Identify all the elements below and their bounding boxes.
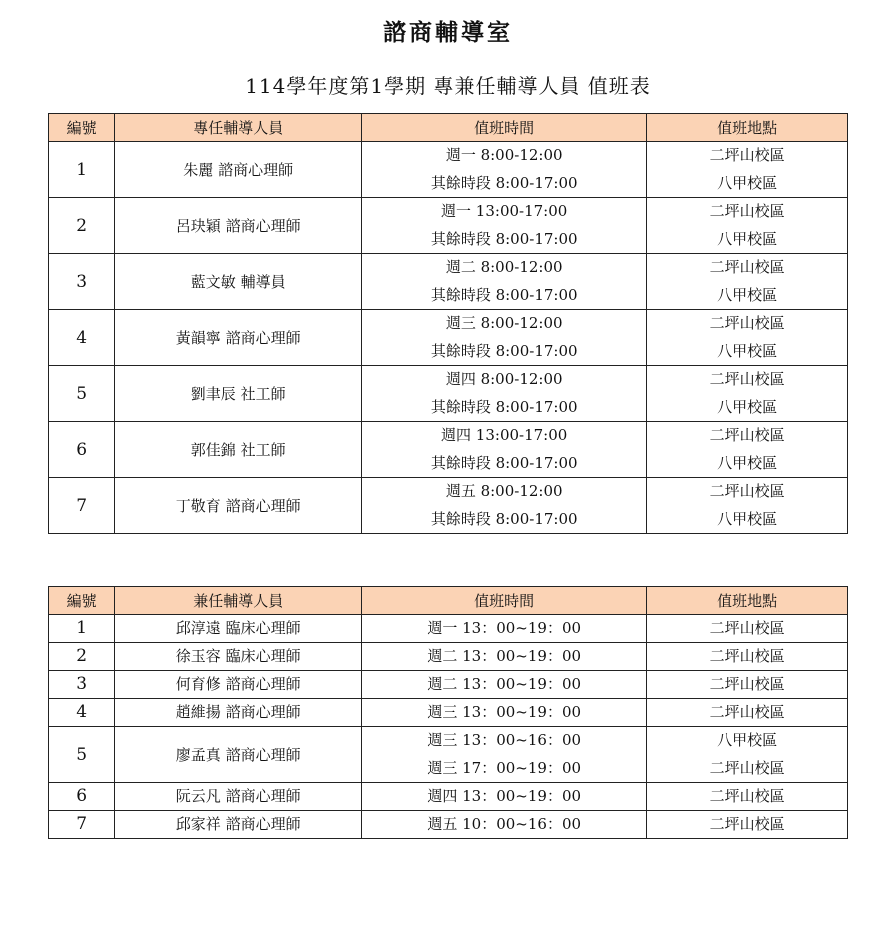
- duty-time-line: 週五 8:00-12:00: [445, 482, 563, 500]
- staff-name: 徐玉容 臨床心理師: [115, 643, 362, 671]
- duty-location-line: 二坪山校區: [709, 314, 785, 332]
- header-number: 編號: [49, 587, 115, 615]
- duty-location-line: 二坪山校區: [709, 146, 785, 164]
- staff-name: 阮云凡 諮商心理師: [115, 783, 362, 811]
- row-number: 4: [49, 310, 115, 366]
- staff-name: 丁敬育 諮商心理師: [115, 478, 362, 534]
- staff-name: 邱家祥 諮商心理師: [115, 811, 362, 839]
- table-row: [49, 615, 848, 643]
- table-row: [49, 727, 848, 783]
- duty-location: [647, 422, 848, 478]
- duty-time-line: 週二 8:00-12:00: [445, 258, 563, 276]
- duty-location: 二坪山校區: [647, 615, 848, 643]
- duty-location-line: 二坪山校區: [709, 758, 785, 777]
- staff-name: 劉聿辰 社工師: [115, 366, 362, 422]
- duty-location: 二坪山校區: [647, 811, 848, 839]
- staff-name: 廖孟真 諮商心理師: [115, 727, 362, 783]
- duty-location: [647, 366, 848, 422]
- duty-time: 週四 13：00~19：00: [362, 783, 647, 811]
- duty-time: 週二 13：00~19：00: [362, 671, 647, 699]
- full-time-counselor-table: [48, 113, 848, 534]
- duty-time: [362, 310, 647, 366]
- header-duty-location: 值班地點: [647, 114, 848, 142]
- duty-location: 二坪山校區: [647, 783, 848, 811]
- duty-time-line: 其餘時段 8:00-17:00: [430, 285, 578, 304]
- duty-location-line: 八甲校區: [717, 341, 778, 360]
- table-row: [49, 699, 848, 727]
- schedule-subtitle: 114學年度第1學期 專兼任輔導人員 值班表: [245, 74, 651, 98]
- duty-location-line: 八甲校區: [717, 453, 778, 472]
- staff-name: 何育修 諮商心理師: [115, 671, 362, 699]
- duty-time-line: 週三 8:00-12:00: [445, 314, 563, 332]
- duty-time-line: 週三 17：00~19：00: [427, 758, 582, 777]
- staff-name: 趙維揚 諮商心理師: [115, 699, 362, 727]
- duty-time-line: 其餘時段 8:00-17:00: [430, 509, 578, 528]
- staff-name: 藍文敏 輔導員: [115, 254, 362, 310]
- duty-time-line: 週四 13:00-17:00: [441, 426, 568, 444]
- duty-location-line: 八甲校區: [717, 509, 778, 528]
- header-number: 編號: [49, 114, 115, 142]
- row-number: 1: [49, 615, 115, 643]
- duty-time-line: 其餘時段 8:00-17:00: [430, 341, 578, 360]
- duty-time: 週五 10：00~16：00: [362, 811, 647, 839]
- row-number: 2: [49, 643, 115, 671]
- row-number: 3: [49, 671, 115, 699]
- duty-location: [647, 198, 848, 254]
- duty-time-line: 週三 13：00~16：00: [427, 731, 582, 749]
- row-number: 7: [49, 811, 115, 839]
- duty-location: [647, 142, 848, 198]
- duty-location-line: 八甲校區: [717, 285, 778, 304]
- row-number: 6: [49, 783, 115, 811]
- table-row: [49, 811, 848, 839]
- header-duty-time: 值班時間: [362, 114, 647, 142]
- row-number: 6: [49, 422, 115, 478]
- row-number: 4: [49, 699, 115, 727]
- duty-location-line: 二坪山校區: [709, 370, 785, 388]
- duty-time: [362, 198, 647, 254]
- table-row: [49, 643, 848, 671]
- duty-time: 週二 13：00~19：00: [362, 643, 647, 671]
- duty-location-line: 八甲校區: [717, 229, 778, 248]
- table-row: [49, 198, 848, 254]
- header-staff: 兼任輔導人員: [115, 587, 362, 615]
- header-duty-time: 值班時間: [362, 587, 647, 615]
- table-row: [49, 422, 848, 478]
- row-number: 1: [49, 142, 115, 198]
- row-number: 3: [49, 254, 115, 310]
- duty-location-line: 二坪山校區: [709, 426, 785, 444]
- duty-time-line: 週四 8:00-12:00: [445, 370, 563, 388]
- duty-location: [647, 478, 848, 534]
- duty-location-line: 二坪山校區: [709, 202, 785, 220]
- duty-location: [647, 310, 848, 366]
- duty-time-line: 週一 13:00-17:00: [441, 202, 568, 220]
- duty-time: [362, 727, 647, 783]
- table-row: [49, 671, 848, 699]
- duty-time: [362, 478, 647, 534]
- staff-name: 朱麗 諮商心理師: [115, 142, 362, 198]
- row-number: 7: [49, 478, 115, 534]
- duty-location: 二坪山校區: [647, 643, 848, 671]
- duty-time-line: 其餘時段 8:00-17:00: [430, 173, 578, 192]
- duty-location: 二坪山校區: [647, 671, 848, 699]
- duty-location-line: 八甲校區: [717, 731, 778, 749]
- duty-time: [362, 254, 647, 310]
- duty-time: [362, 422, 647, 478]
- table-row: [49, 478, 848, 534]
- table-row: [49, 142, 848, 198]
- duty-location: [647, 727, 848, 783]
- row-number: 5: [49, 366, 115, 422]
- duty-location-line: 二坪山校區: [709, 482, 785, 500]
- duty-time: [362, 142, 647, 198]
- table-row: [49, 254, 848, 310]
- header-duty-location: 值班地點: [647, 587, 848, 615]
- duty-location: [647, 254, 848, 310]
- duty-time: [362, 366, 647, 422]
- staff-name: 邱淳遠 臨床心理師: [115, 615, 362, 643]
- row-number: 2: [49, 198, 115, 254]
- table-row: [49, 783, 848, 811]
- duty-time-line: 其餘時段 8:00-17:00: [430, 453, 578, 472]
- table-header-row: [49, 587, 848, 615]
- table-row: [49, 366, 848, 422]
- duty-time-line: 週一 8:00-12:00: [445, 146, 563, 164]
- duty-time-line: 其餘時段 8:00-17:00: [430, 397, 578, 416]
- row-number: 5: [49, 727, 115, 783]
- table-header-row: [49, 114, 848, 142]
- table-row: [49, 310, 848, 366]
- staff-name: 郭佳錦 社工師: [115, 422, 362, 478]
- duty-location: 二坪山校區: [647, 699, 848, 727]
- staff-name: 黃韻寧 諮商心理師: [115, 310, 362, 366]
- duty-time-line: 其餘時段 8:00-17:00: [430, 229, 578, 248]
- duty-location-line: 八甲校區: [717, 173, 778, 192]
- duty-time: 週三 13：00~19：00: [362, 699, 647, 727]
- duty-location-line: 八甲校區: [717, 397, 778, 416]
- staff-name: 呂玦穎 諮商心理師: [115, 198, 362, 254]
- header-staff: 專任輔導人員: [115, 114, 362, 142]
- part-time-counselor-table: [48, 586, 848, 839]
- duty-location-line: 二坪山校區: [709, 258, 785, 276]
- duty-time: 週一 13：00~19：00: [362, 615, 647, 643]
- page-title: 諮商輔導室: [383, 19, 513, 46]
